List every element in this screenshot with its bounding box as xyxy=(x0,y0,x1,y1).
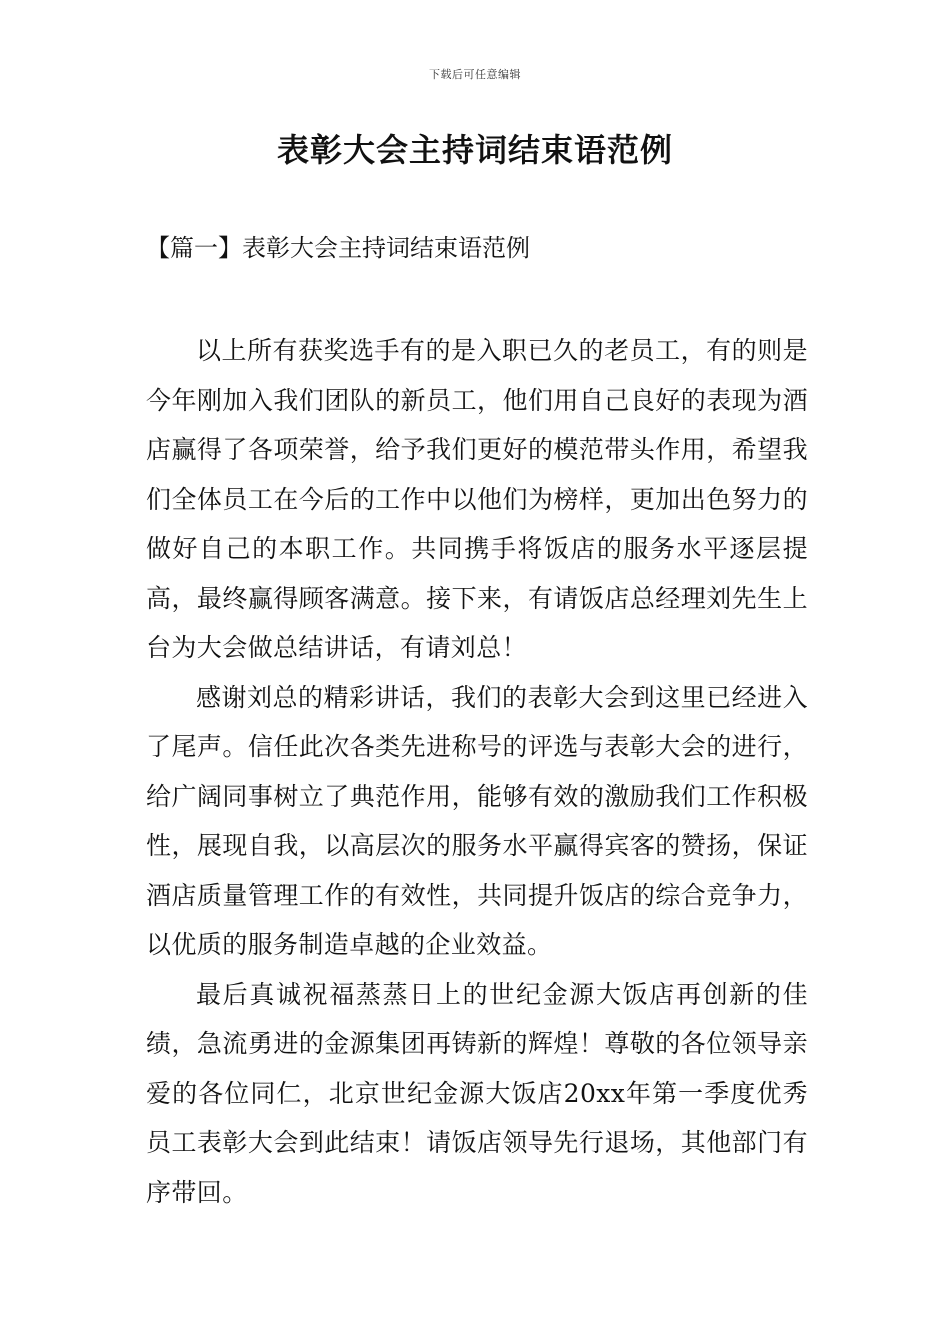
section-heading: 【篇一】表彰大会主持词结束语范例 xyxy=(146,234,530,262)
paragraph-3: 最后真诚祝福蒸蒸日上的世纪金源大饭店再创新的佳绩，急流勇进的金源集团再铸新的辉煌！尊敬的各位领导亲爱的各位同仁，北京世纪金源大饭店20xx年第一季度优秀员工表彰大会到此结束！请饭店领导先行退场，其他部门有序带回。 xyxy=(146,979,808,1207)
document-title: 表彰大会主持词结束语范例 xyxy=(276,131,673,169)
document-body xyxy=(146,326,808,1217)
header-note: 下载后可任意编辑 xyxy=(429,68,521,81)
paragraph-1: 以上所有获奖选手有的是入职已久的老员工，有的则是今年刚加入我们团队的新员工，他们用自己良好的表现为酒店赢得了各项荣誉，给予我们更好的模范带头作用，希望我们全体员工在今后的工作中以他们为榜样，更加出色努力的做好自己的本职工作。共同携手将饭店的服务水平逐层提高，最终赢得顾客满意。接下来，有请饭店总经理刘先生上台为大会做总结讲话，有请刘总！ xyxy=(146,336,808,662)
paragraph-2: 感谢刘总的精彩讲话，我们的表彰大会到这里已经进入了尾声。信任此次各类先进称号的评选与表彰大会的进行，给广阔同事树立了典范作用，能够有效的激励我们工作积极性，展现自我，以高层次的服务水平赢得宾客的赞扬，保证酒店质量管理工作的有效性，共同提升饭店的综合竞争力，以优质的服务制造卓越的企业效益。 xyxy=(146,682,808,959)
